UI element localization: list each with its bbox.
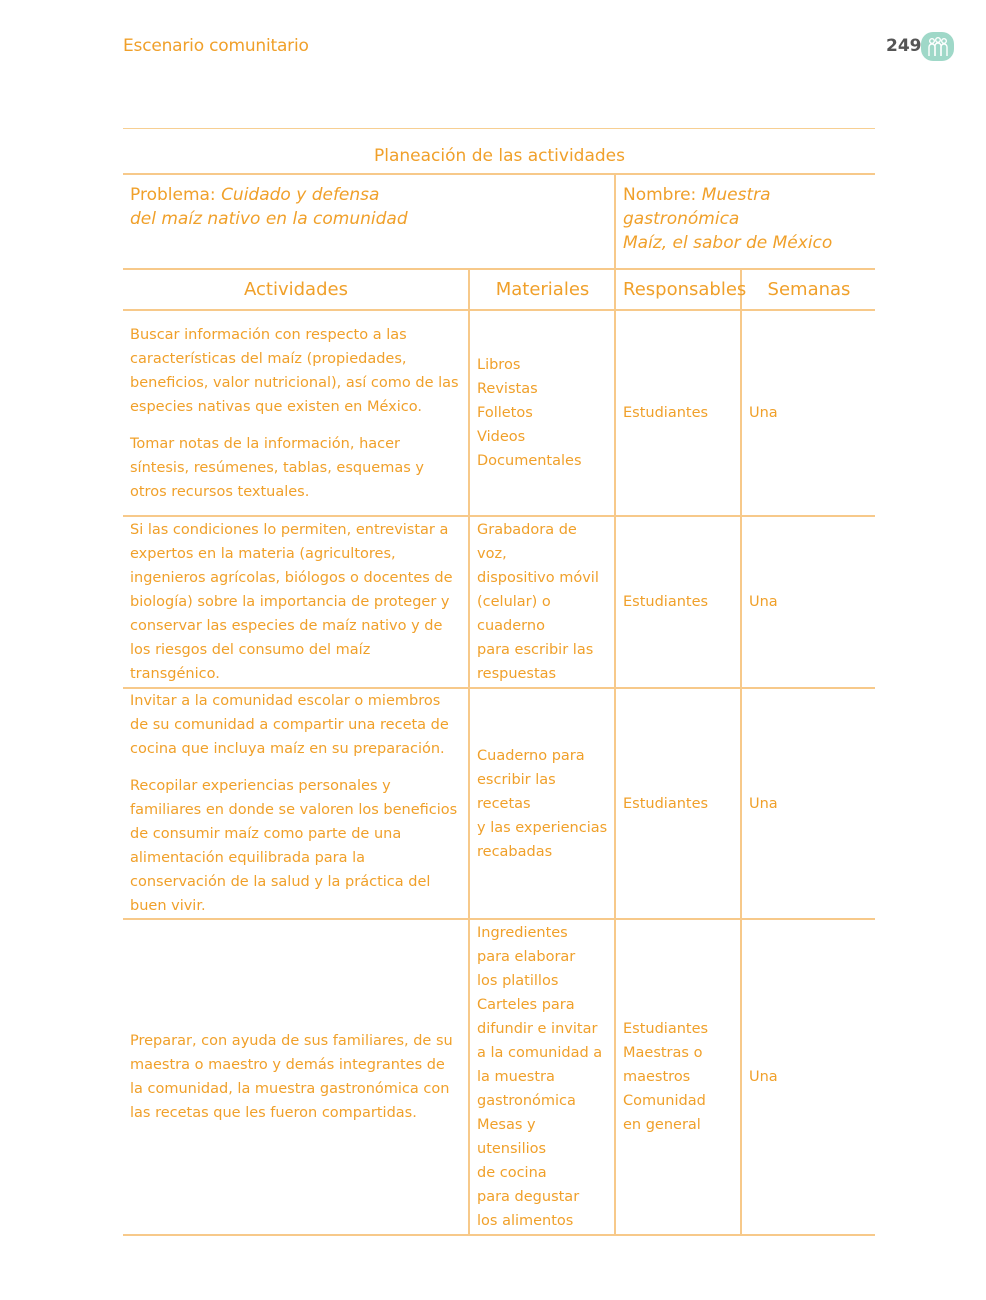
material-item: respuestas: [477, 666, 557, 682]
material-item: Ingredientes: [477, 925, 568, 941]
table-row: [123, 919, 875, 1235]
material-item: Grabadora de voz,: [477, 522, 577, 562]
activity-text: Si las condiciones lo permiten, entrevistar a expertos en la materia (agricultores, ingenieros agrícolas, biólogos o docentes de biología) sobre la importancia de proteger y conservar las especies de maíz nativo y de los riesgos del consumo del maíz transgénico.: [130, 522, 453, 682]
planning-table: [123, 138, 875, 1236]
material-item: Videos: [477, 429, 526, 445]
responsible-item: maestros: [623, 1069, 691, 1085]
material-item: a la comunidad a: [477, 1045, 603, 1061]
responsible-cell: [615, 688, 741, 919]
material-item: escribir las recetas: [477, 771, 556, 812]
responsible-cell: [615, 516, 741, 688]
name-text-line2: Maíz, el sabor de México: [623, 233, 833, 253]
responsible-item: Estudiantes: [623, 405, 709, 421]
material-item: Cuaderno para: [477, 747, 585, 764]
material-item: Carteles para: [477, 997, 575, 1013]
material-item: de cocina: [477, 1165, 547, 1181]
table-row: [123, 688, 875, 919]
material-item: y las experiencias: [477, 819, 608, 836]
problem-label: Problema:: [130, 185, 216, 205]
responsible-item: Comunidad: [623, 1093, 706, 1109]
material-item: Documentales: [477, 453, 582, 469]
material-item: Folletos: [477, 405, 533, 421]
material-item: para elaborar: [477, 949, 576, 965]
weeks-cell: Una: [741, 310, 875, 516]
activity-text: Preparar, con ayuda de sus familiares, de su maestra o maestro y demás integrantes de la comunidad, la muestra gastronómica con las recetas que les fueron compartidas.: [130, 1033, 453, 1121]
materials-cell: [469, 516, 615, 688]
top-divider: [123, 128, 875, 129]
material-item: para degustar: [477, 1189, 580, 1205]
activities-cell: [123, 310, 469, 516]
material-item: los platillos: [477, 973, 559, 989]
weeks-cell: Una: [741, 688, 875, 919]
material-item: (celular) o cuaderno: [477, 594, 551, 634]
name-text-line1: Muestra gastronómica: [623, 185, 771, 229]
problem-cell: [123, 174, 615, 269]
community-people-icon: [921, 32, 954, 61]
weeks-cell: Una: [741, 516, 875, 688]
table-row: [123, 516, 875, 688]
activities-cell: [123, 516, 469, 688]
activities-cell: [123, 919, 469, 1235]
material-item: para escribir las: [477, 642, 594, 658]
material-item: la muestra: [477, 1069, 555, 1085]
weeks-cell: Una: [741, 919, 875, 1235]
problem-text-line2: del maíz nativo en la comunidad: [130, 209, 408, 229]
column-header-materials: Materiales: [469, 269, 615, 310]
column-header-weeks: Semanas: [741, 269, 875, 310]
page-number: 249: [886, 36, 922, 56]
material-item: Revistas: [477, 381, 538, 397]
column-header-activities: Actividades: [123, 269, 469, 310]
material-item: recabadas: [477, 843, 553, 860]
materials-cell: [469, 310, 615, 516]
material-item: los alimentos: [477, 1213, 574, 1229]
table-row: [123, 310, 875, 516]
activity-text: Recopilar experiencias personales y familiares en donde se valoren los beneficios de consumir maíz como parte de una alimentación equilibrada para la conservación de la salud y la práctica del buen vivir.: [130, 778, 458, 914]
problem-text-line1: Cuidado y defensa: [221, 185, 380, 205]
material-item: Mesas y utensilios: [477, 1117, 547, 1157]
responsible-item: Estudiantes: [623, 795, 709, 812]
responsible-item: Maestras o: [623, 1045, 703, 1061]
material-item: Libros: [477, 357, 521, 373]
material-item: dispositivo móvil: [477, 570, 599, 586]
column-header-responsible: Responsables: [615, 269, 741, 310]
materials-cell: [469, 919, 615, 1235]
material-item: difundir e invitar: [477, 1021, 598, 1037]
activity-text: Invitar a la comunidad escolar o miembros de su comunidad a compartir una receta de cocina que incluya maíz en su preparación.: [130, 693, 449, 757]
responsible-cell: [615, 919, 741, 1235]
responsible-item: Estudiantes: [623, 594, 709, 610]
responsible-item: Estudiantes: [623, 1021, 709, 1037]
name-cell: [615, 174, 875, 269]
responsible-cell: [615, 310, 741, 516]
responsible-item: en general: [623, 1117, 701, 1133]
materials-cell: [469, 688, 615, 919]
table-title: Planeación de las actividades: [123, 138, 875, 174]
activities-cell: [123, 688, 469, 919]
section-title: Escenario comunitario: [123, 36, 309, 56]
material-item: gastronómica: [477, 1093, 576, 1109]
activity-text: Buscar información con respecto a las características del maíz (propiedades, beneficios, valor nutricional), así como de las especies nativas que existen en México.: [130, 326, 459, 415]
activity-text: Tomar notas de la información, hacer síntesis, resúmenes, tablas, esquemas y otros recursos textuales.: [130, 435, 424, 500]
name-label: Nombre:: [623, 185, 697, 205]
